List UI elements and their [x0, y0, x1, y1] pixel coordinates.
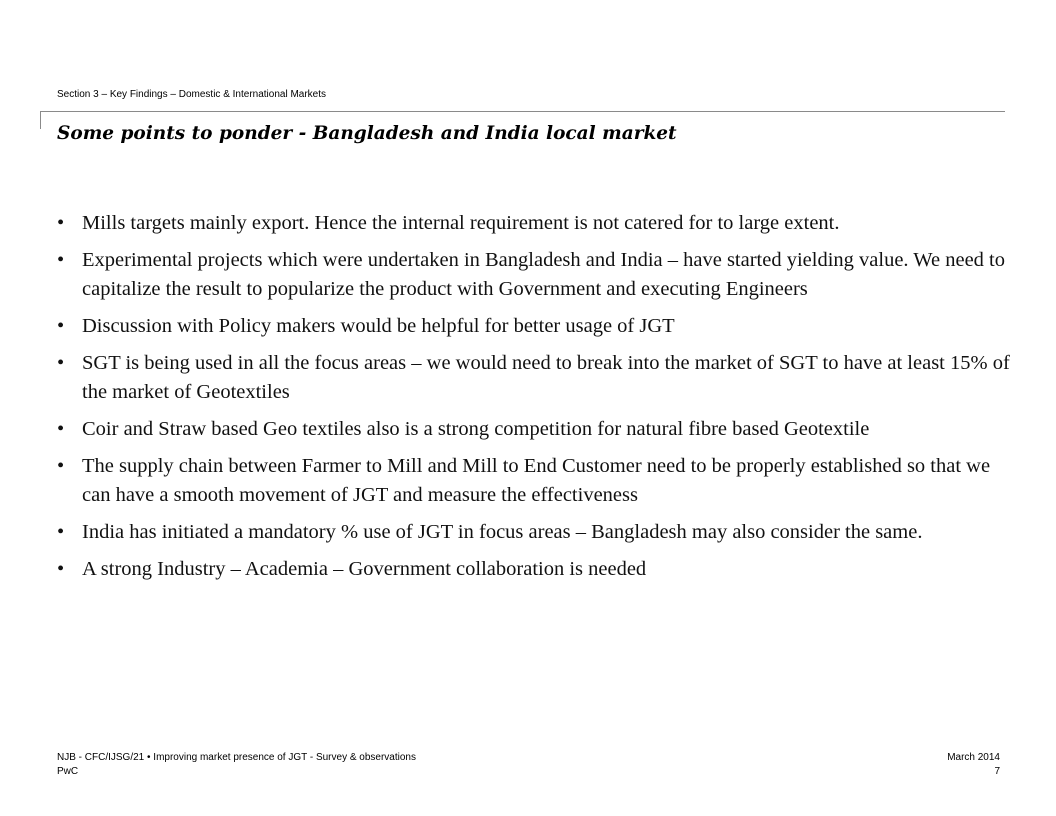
bullet-dot-icon: • — [57, 521, 65, 543]
bullet-item — [57, 349, 1017, 407]
bullet-text: Mills targets mainly export. Hence the internal requirement is not catered for to large extent. — [82, 212, 840, 234]
footer-company: PwC — [57, 766, 79, 777]
bullet-text: Discussion with Policy makers would be helpful for better usage of JGT — [82, 315, 675, 337]
bullet-text: India has initiated a mandatory % use of JGT in focus areas – Bangladesh may also consider the same. — [82, 521, 923, 543]
bullet-dot-icon: • — [57, 418, 65, 440]
title-rule — [40, 111, 1005, 112]
footer-right — [947, 751, 1000, 779]
slide-title: Some points to ponder - Bangladesh and India local market — [57, 123, 677, 144]
bullet-text: The supply chain between Farmer to Mill and Mill to End Customer need to be properly established so that we can have a smooth movement of JGT and measure the effectiveness — [82, 455, 991, 506]
bullet-item — [57, 415, 1017, 444]
bullet-item — [57, 209, 1017, 238]
bullet-item — [57, 246, 1017, 304]
footer-left — [57, 751, 416, 779]
page-number: 7 — [994, 766, 1000, 777]
footer-project: NJB - CFC/IJSG/21 • Improving market presence of JGT - Survey & observations — [57, 752, 416, 763]
bullet-text: Coir and Straw based Geo textiles also is a strong competition for natural fibre based Geotextile — [82, 418, 870, 440]
bullet-dot-icon: • — [57, 249, 65, 271]
bullet-dot-icon: • — [57, 352, 65, 374]
bullet-list — [57, 209, 1017, 592]
title-rule-accent — [40, 111, 41, 129]
bullet-text: SGT is being used in all the focus areas – we would need to break into the market of SGT to have at least 15% of the market of Geotextiles — [82, 352, 1010, 403]
bullet-item — [57, 312, 1017, 341]
bullet-text: Experimental projects which were undertaken in Bangladesh and India – have started yielding value. We need to capitalize the result to popularize the product with Government and executing Engineers — [82, 249, 1006, 300]
bullet-dot-icon: • — [57, 455, 65, 477]
bullet-item — [57, 555, 1017, 584]
bullet-item — [57, 452, 1017, 510]
section-label: Section 3 – Key Findings – Domestic & International Markets — [57, 89, 327, 100]
bullet-item — [57, 518, 1017, 547]
bullet-dot-icon: • — [57, 558, 65, 580]
bullet-dot-icon: • — [57, 315, 65, 337]
bullet-text: A strong Industry – Academia – Government collaboration is needed — [82, 558, 647, 580]
bullet-dot-icon: • — [57, 212, 65, 234]
footer-date: March 2014 — [947, 752, 1000, 763]
